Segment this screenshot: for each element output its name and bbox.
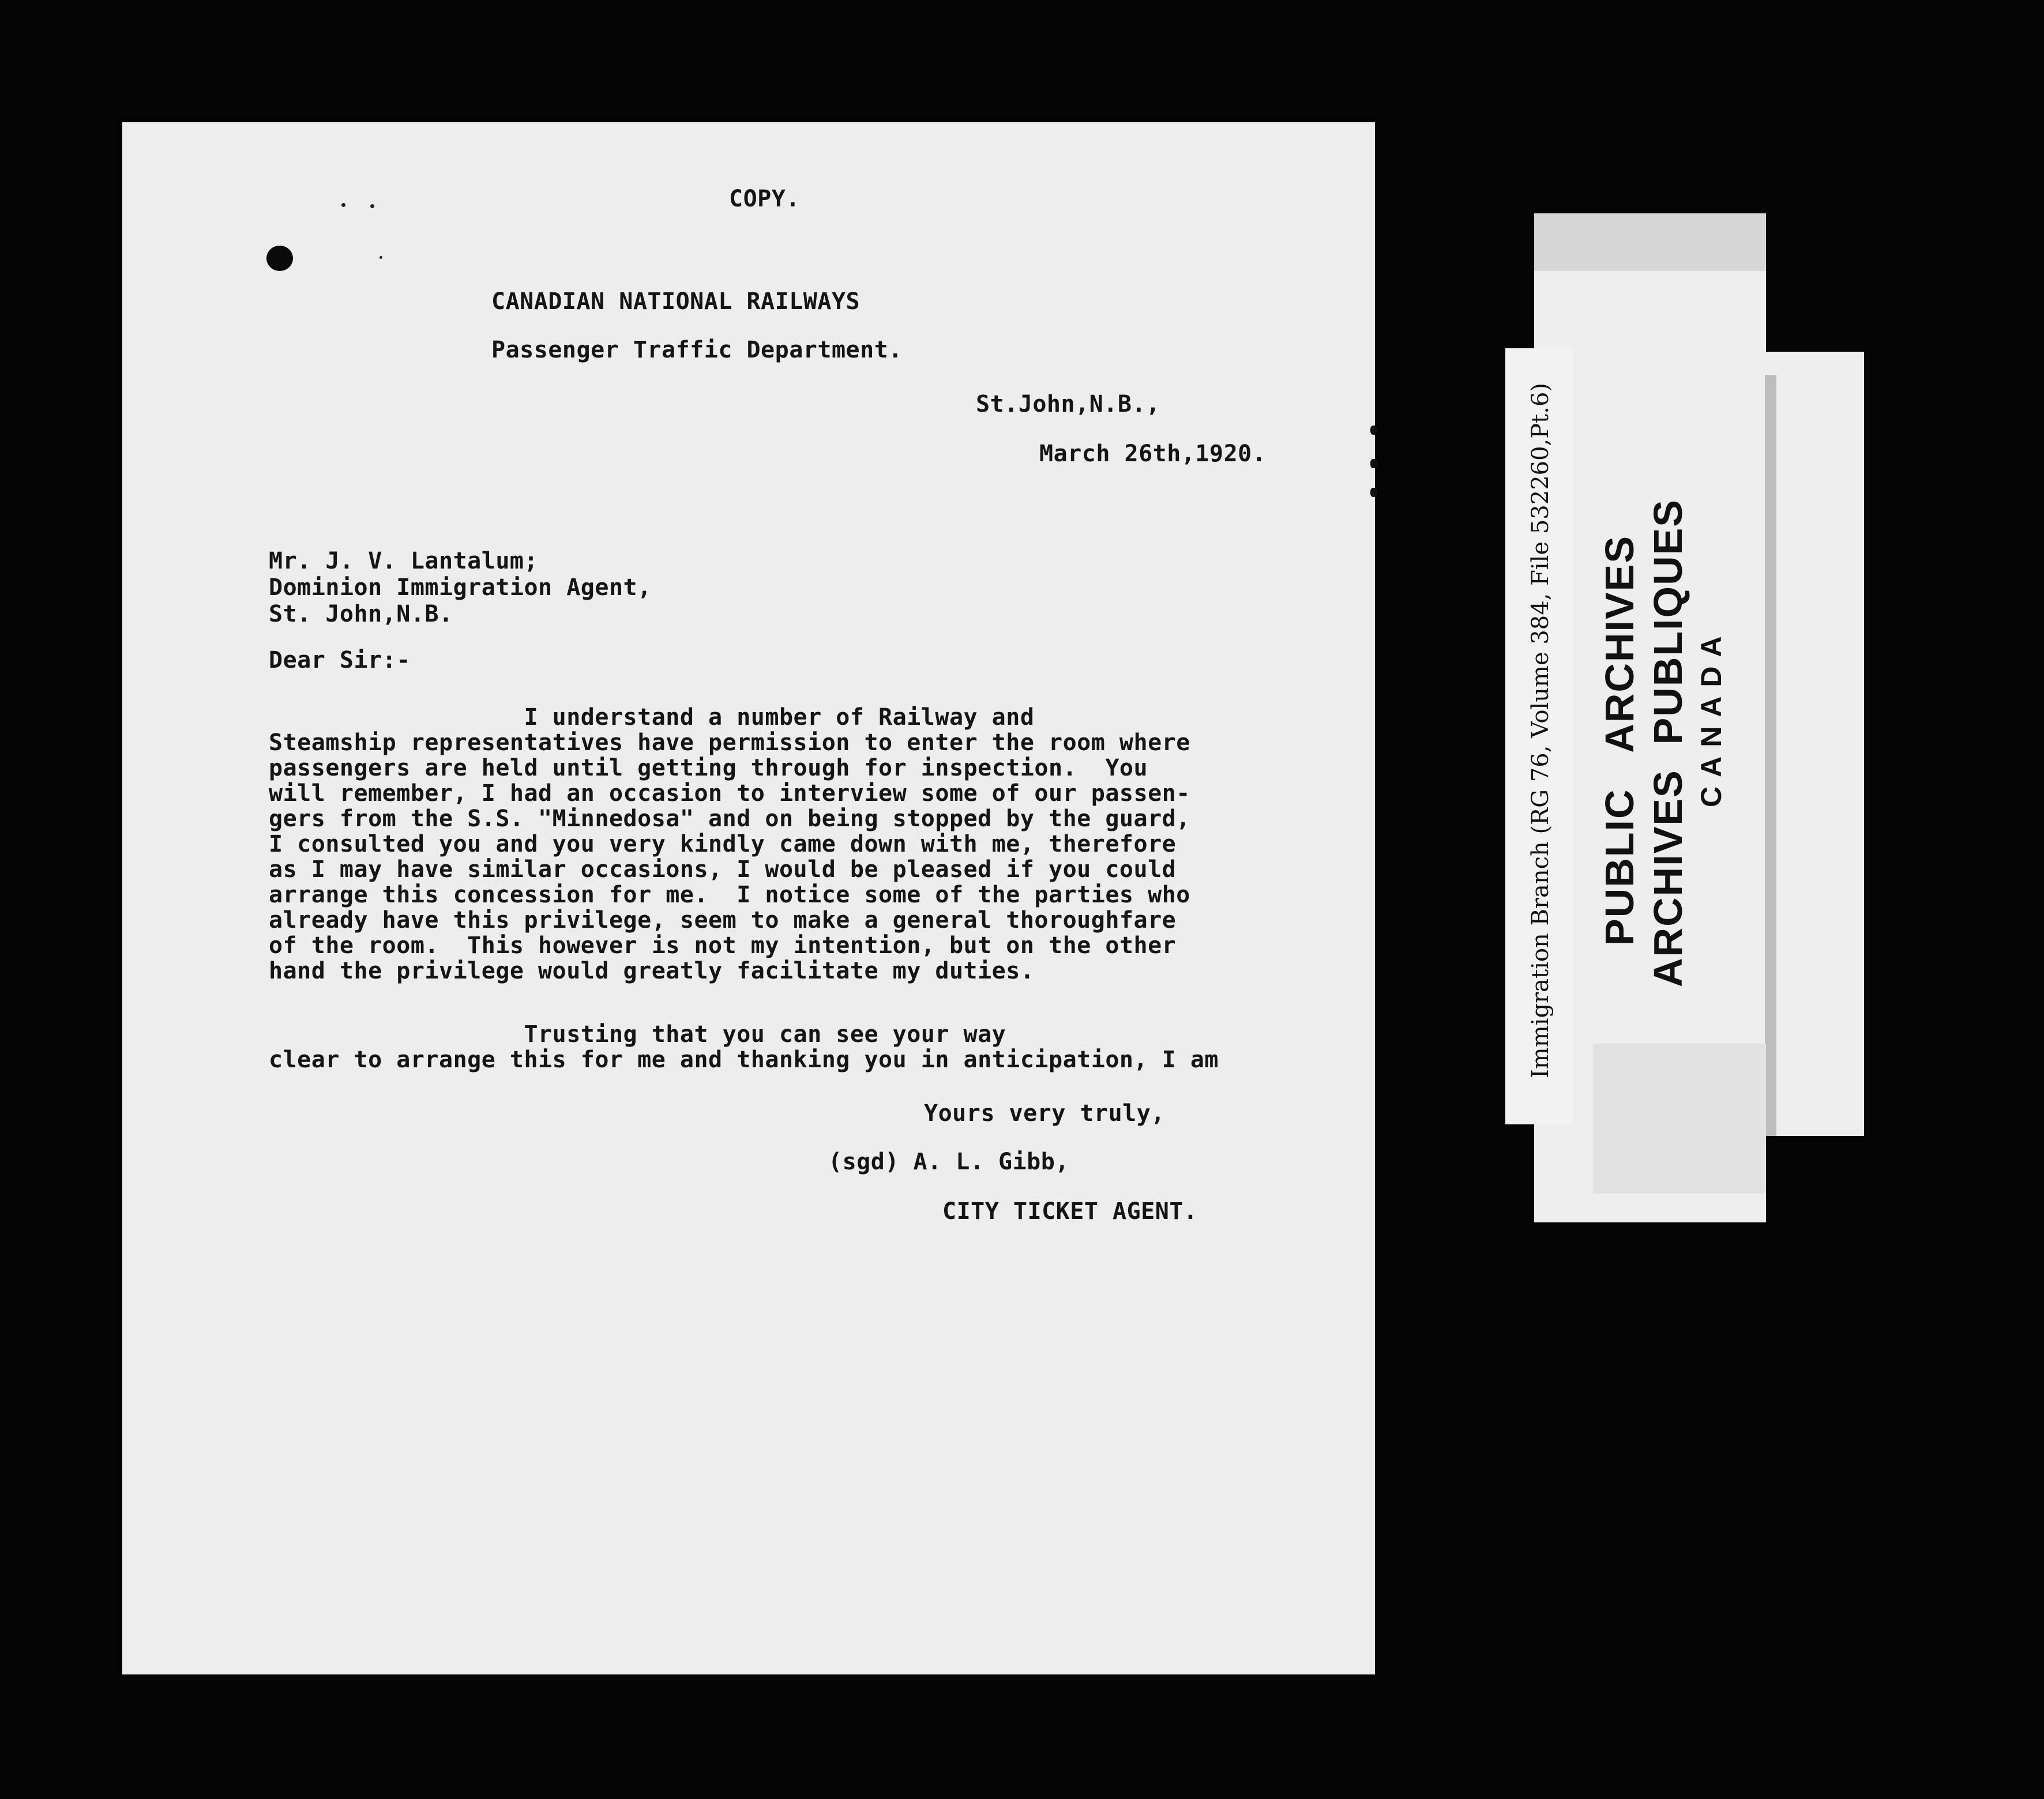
copy-label: COPY. bbox=[729, 186, 800, 212]
body-line: I consulted you and you very kindly came down with me, therefore bbox=[269, 831, 1177, 857]
body-line: clear to arrange this for me and thanking you in anticipation, I am bbox=[269, 1047, 1219, 1073]
body-line: of the room. This however is not my intention, but on the other bbox=[269, 932, 1177, 959]
body-line: already have this privilege, seem to make a general thoroughfare bbox=[269, 907, 1177, 934]
body-line: gers from the S.S. "Minnedosa" and on being stopped by the guard, bbox=[269, 806, 1190, 832]
speck bbox=[370, 204, 374, 208]
archive-tab-edge bbox=[1765, 375, 1776, 1136]
archive-tab-right bbox=[1765, 352, 1864, 1136]
archive-tab-lower bbox=[1593, 1044, 1766, 1194]
salutation: Dear Sir:- bbox=[269, 647, 411, 673]
body-line: Trusting that you can see your way bbox=[269, 1021, 1006, 1048]
body-line: passengers are held until getting through for inspection. You bbox=[269, 755, 1148, 781]
body-line: hand the privilege would greatly facilitate my duties. bbox=[269, 958, 1035, 984]
edge-mark bbox=[1370, 426, 1377, 435]
speck bbox=[380, 256, 382, 259]
body-line: arrange this concession for me. I notice some of the parties who bbox=[269, 882, 1190, 908]
body-line: will remember, I had an occasion to interview some of our passen- bbox=[269, 780, 1190, 807]
archive-tab-top bbox=[1534, 213, 1766, 271]
ink-blot bbox=[266, 246, 293, 271]
body-line: Steamship representatives have permission to enter the room where bbox=[269, 729, 1190, 756]
archive-file-reference: Immigration Branch (RG 76, Volume 384, File 532260,Pt.6) bbox=[1527, 382, 1554, 1078]
archives-publiques-label: ARCHIVES PUBLIQUES bbox=[1645, 499, 1690, 987]
department-name: Passenger Traffic Department. bbox=[491, 337, 903, 363]
public-archives-label: PUBLIC ARCHIVES bbox=[1597, 535, 1642, 946]
canada-label: CANADA bbox=[1695, 627, 1727, 807]
recipient-name: Mr. J. V. Lantalum; bbox=[269, 548, 539, 574]
recipient-title: Dominion Immigration Agent, bbox=[269, 574, 652, 601]
closing: Yours very truly, bbox=[924, 1100, 1165, 1127]
letter-place: St.John,N.B., bbox=[976, 391, 1160, 417]
signature: (sgd) A. L. Gibb, bbox=[828, 1149, 1069, 1175]
company-name: CANADIAN NATIONAL RAILWAYS bbox=[491, 288, 861, 315]
body-line: as I may have similar occasions, I would be pleased if you could bbox=[269, 856, 1177, 883]
recipient-location: St. John,N.B. bbox=[269, 601, 453, 627]
edge-mark bbox=[1370, 488, 1377, 497]
edge-mark bbox=[1370, 459, 1377, 468]
body-line: I understand a number of Railway and bbox=[269, 704, 1035, 731]
letter-page bbox=[122, 122, 1375, 1674]
letter-date: March 26th,1920. bbox=[1039, 441, 1267, 467]
signer-title: CITY TICKET AGENT. bbox=[942, 1198, 1198, 1225]
speck bbox=[341, 203, 345, 207]
